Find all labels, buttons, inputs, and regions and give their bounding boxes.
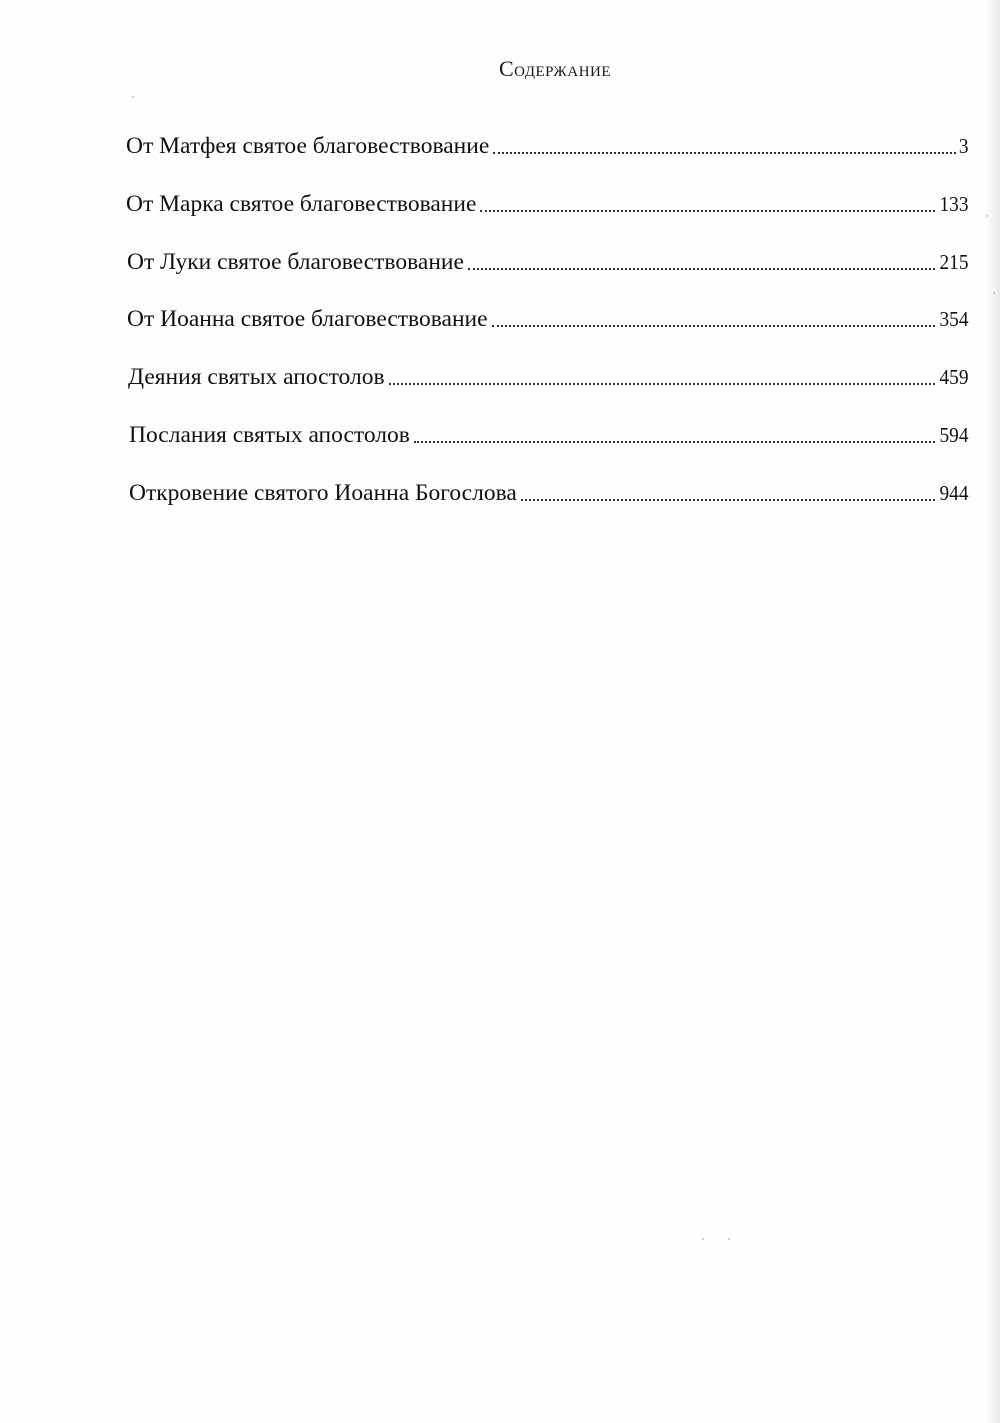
toc-entry-title: От Иоанна святое благовествование — [127, 306, 488, 332]
dot-leader — [414, 441, 935, 443]
dot-leader — [468, 268, 935, 270]
scan-speck — [986, 215, 988, 217]
toc-entry-title: От Марка святое благовествование — [126, 191, 477, 217]
toc-entry-title: Деяния святых апостолов — [128, 364, 385, 390]
toc-entry — [126, 130, 968, 162]
scan-speck — [993, 292, 995, 294]
toc-entry-page: 3 — [958, 134, 968, 158]
dot-leader — [493, 152, 955, 154]
toc-entry — [127, 303, 968, 335]
dot-leader — [480, 210, 934, 212]
scan-speck — [132, 96, 134, 98]
toc-entry-page: 944 — [939, 481, 968, 505]
toc-entry — [127, 246, 968, 278]
toc-entry — [128, 361, 968, 393]
toc-entry-title: Откровение святого Иоанна Богослова — [129, 480, 517, 506]
scan-speck — [728, 1238, 730, 1240]
dot-leader — [389, 383, 935, 385]
toc-entry-title: От Матфея святое благовествование — [126, 133, 490, 159]
toc-entry-title: От Луки святое благовествование — [127, 249, 464, 275]
toc-entry-page: 354 — [939, 307, 968, 331]
contents-heading: Содержание — [498, 56, 612, 81]
toc-entry — [126, 188, 968, 220]
dot-leader — [521, 499, 935, 501]
toc-entry-page: 459 — [939, 365, 968, 389]
toc-entry-page: 594 — [939, 423, 968, 447]
dot-leader — [492, 325, 935, 327]
table-of-contents — [0, 0, 1000, 600]
scan-speck — [702, 1238, 704, 1240]
toc-entry — [129, 419, 968, 451]
toc-entry-title: Послания святых апостолов — [129, 422, 410, 448]
toc-entry-page: 133 — [939, 192, 968, 216]
toc-entry-page: 215 — [939, 250, 968, 274]
toc-entry — [129, 477, 968, 509]
